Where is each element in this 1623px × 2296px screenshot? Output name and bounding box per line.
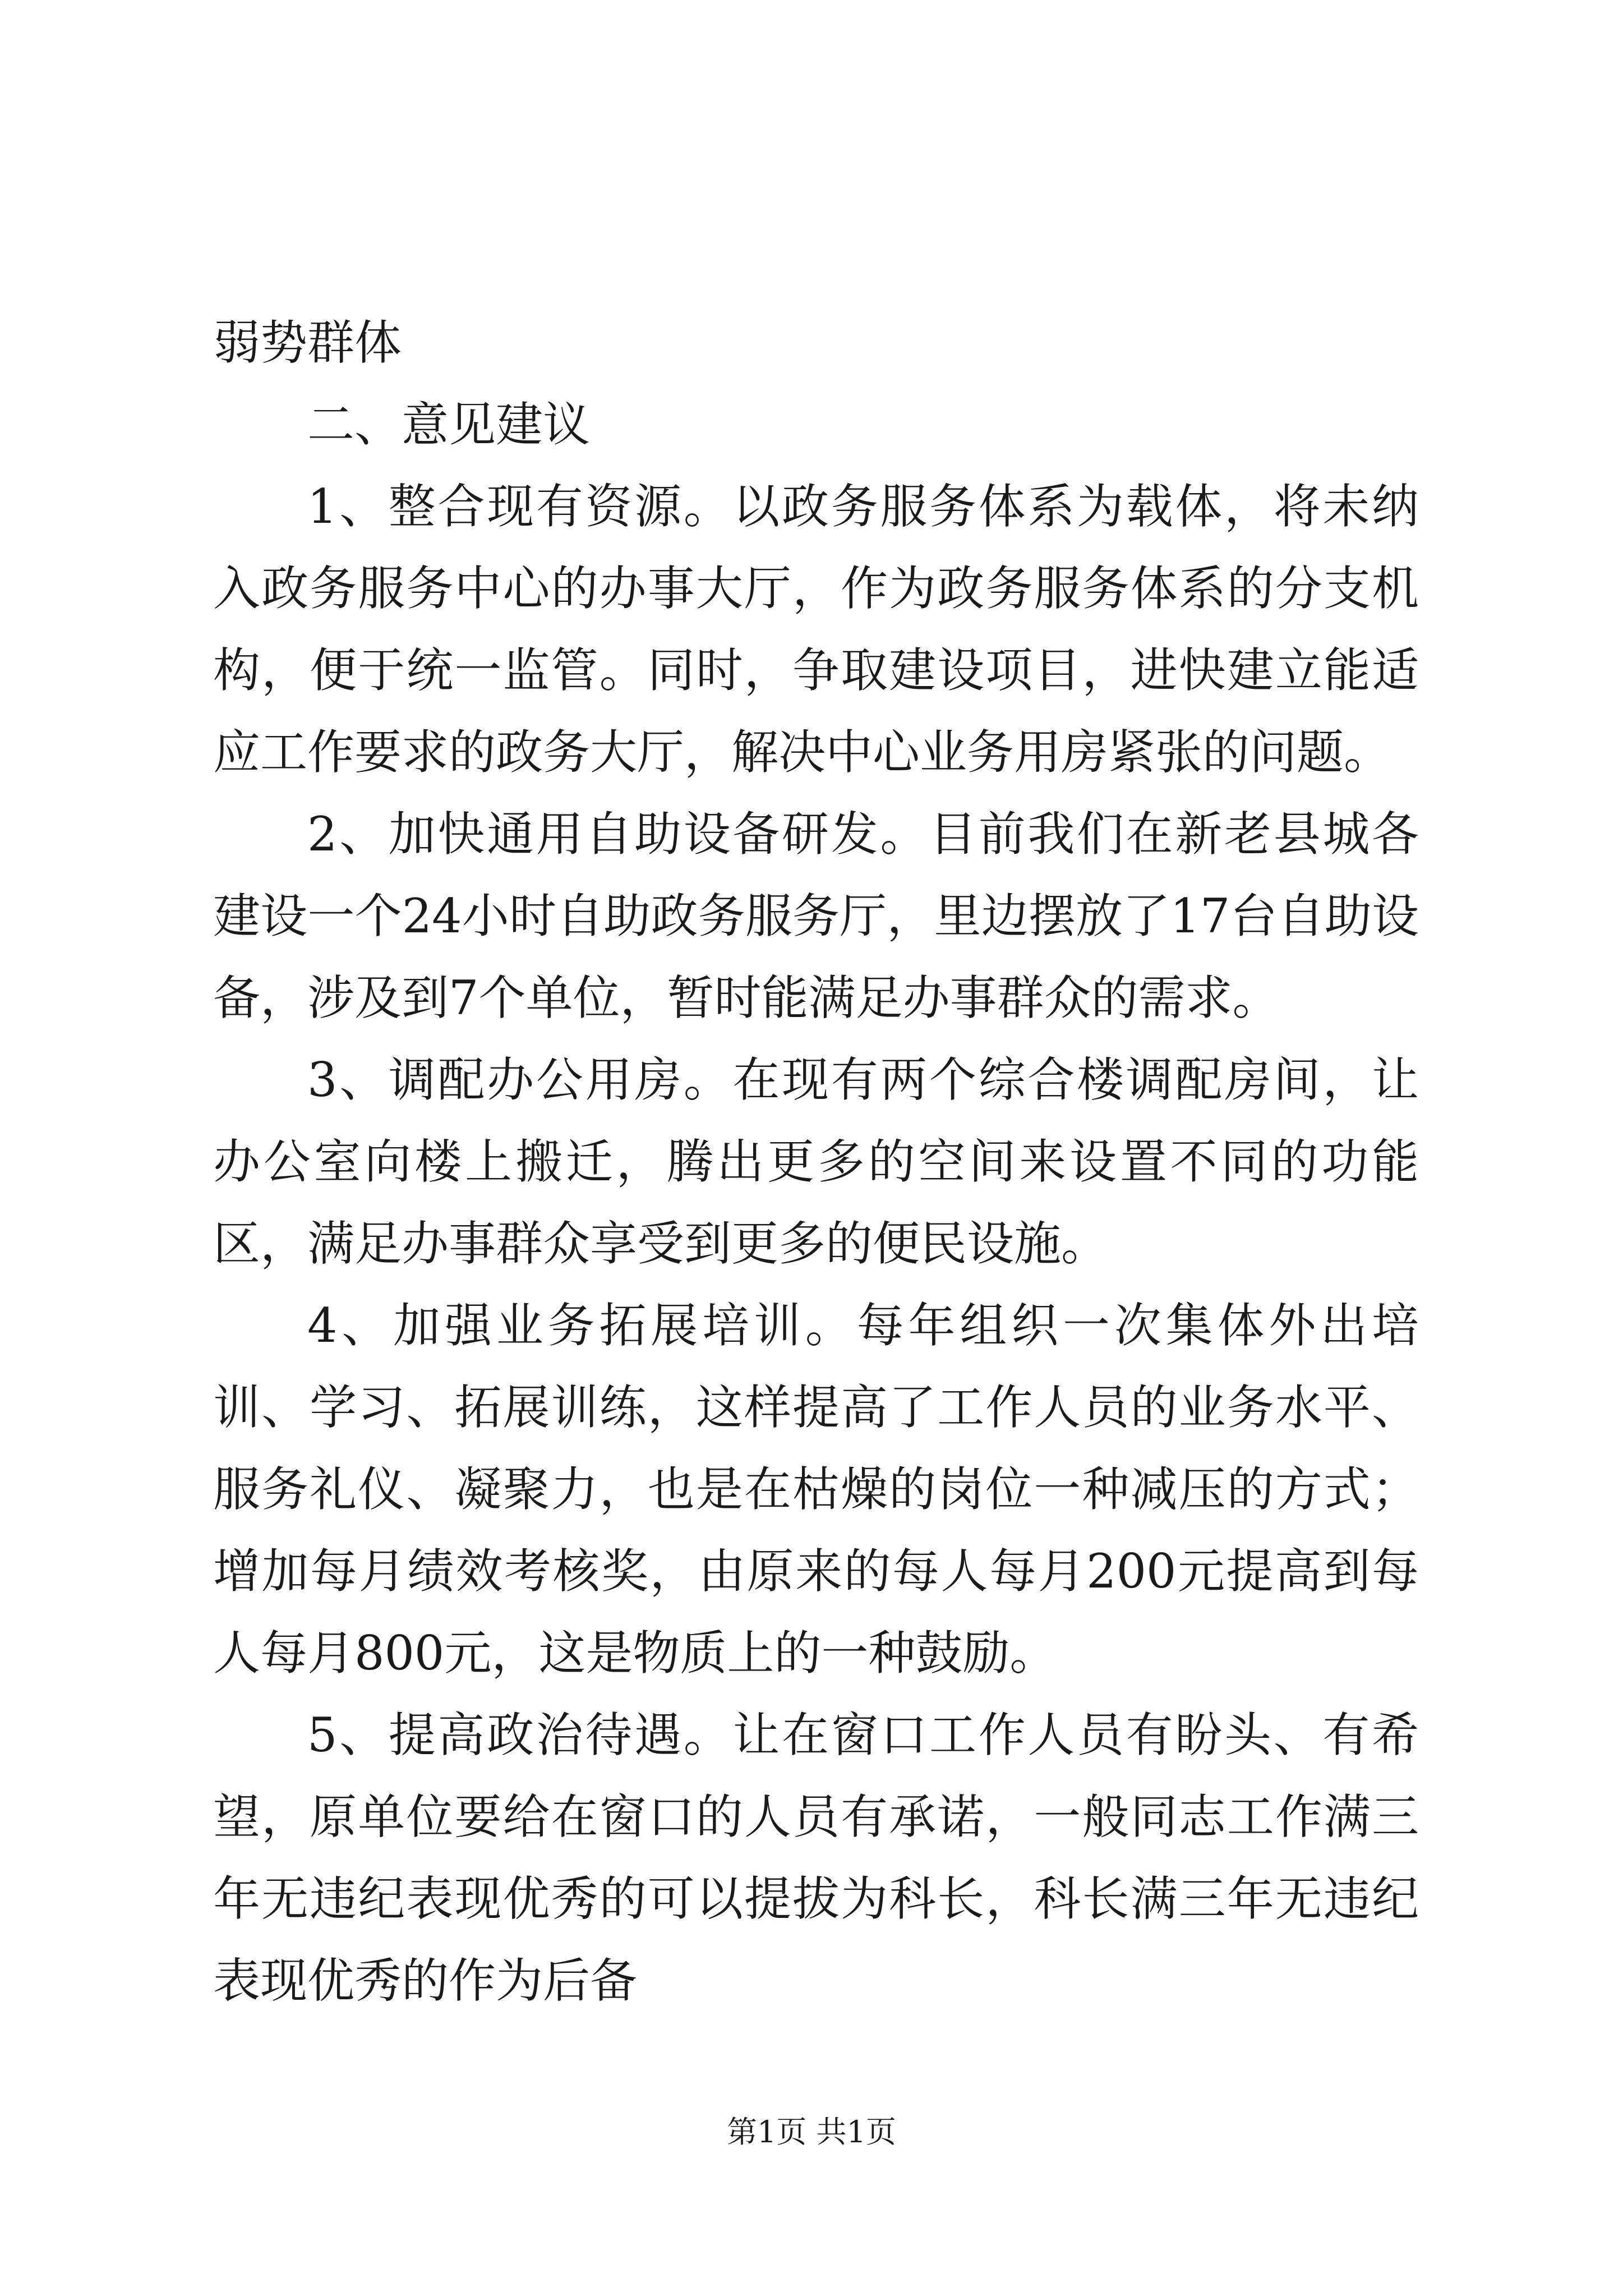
- document-body: [213, 302, 1419, 2022]
- paragraph-continuation: 弱势群体: [213, 315, 402, 370]
- paragraph-item-3: 3、调配办公用房。在现有两个综合楼调配房间，让办公室向楼上搬迁，腾出更多的空间来设置不同的功能区，满足办事群众享受到更多的便民设施。: [213, 1052, 1419, 1271]
- paragraph-item-5: 5、提高政治待遇。让在窗口工作人员有盼头、有希望，原单位要给在窗口的人员有承诺，一般同志工作满三年无违纪表现优秀的可以提拔为科长，科长满三年无违纪表现优秀的作为后备: [213, 1708, 1419, 2008]
- section-heading: 二、意见建议: [307, 397, 591, 452]
- paragraph-item-4: 4、加强业务拓展培训。每年组织一次集体外出培训、学习、拓展训练，这样提高了工作人员的业务水平、服务礼仪、凝聚力，也是在枯燥的岗位一种减压的方式；增加每月绩效考核奖，由原来的每人每月200元提高到每人每月800元，这是物质上的一种鼓励。: [213, 1298, 1419, 1681]
- page-footer: 第1页 共1页: [727, 2114, 896, 2150]
- paragraph-item-2: 2、加快通用自助设备研发。目前我们在新老县城各建设一个24小时自助政务服务厅，里边摆放了17台自助设备，涉及到7个单位，暂时能满足办事群众的需求。: [213, 807, 1419, 1025]
- paragraph-item-1: 1、整合现有资源。以政务服务体系为载体，将未纳入政务服务中心的办事大厅，作为政务服务体系的分支机构，便于统一监管。同时，争取建设项目，进快建立能适应工作要求的政务大厅，解决中心业务用房紧张的问题。: [213, 479, 1419, 780]
